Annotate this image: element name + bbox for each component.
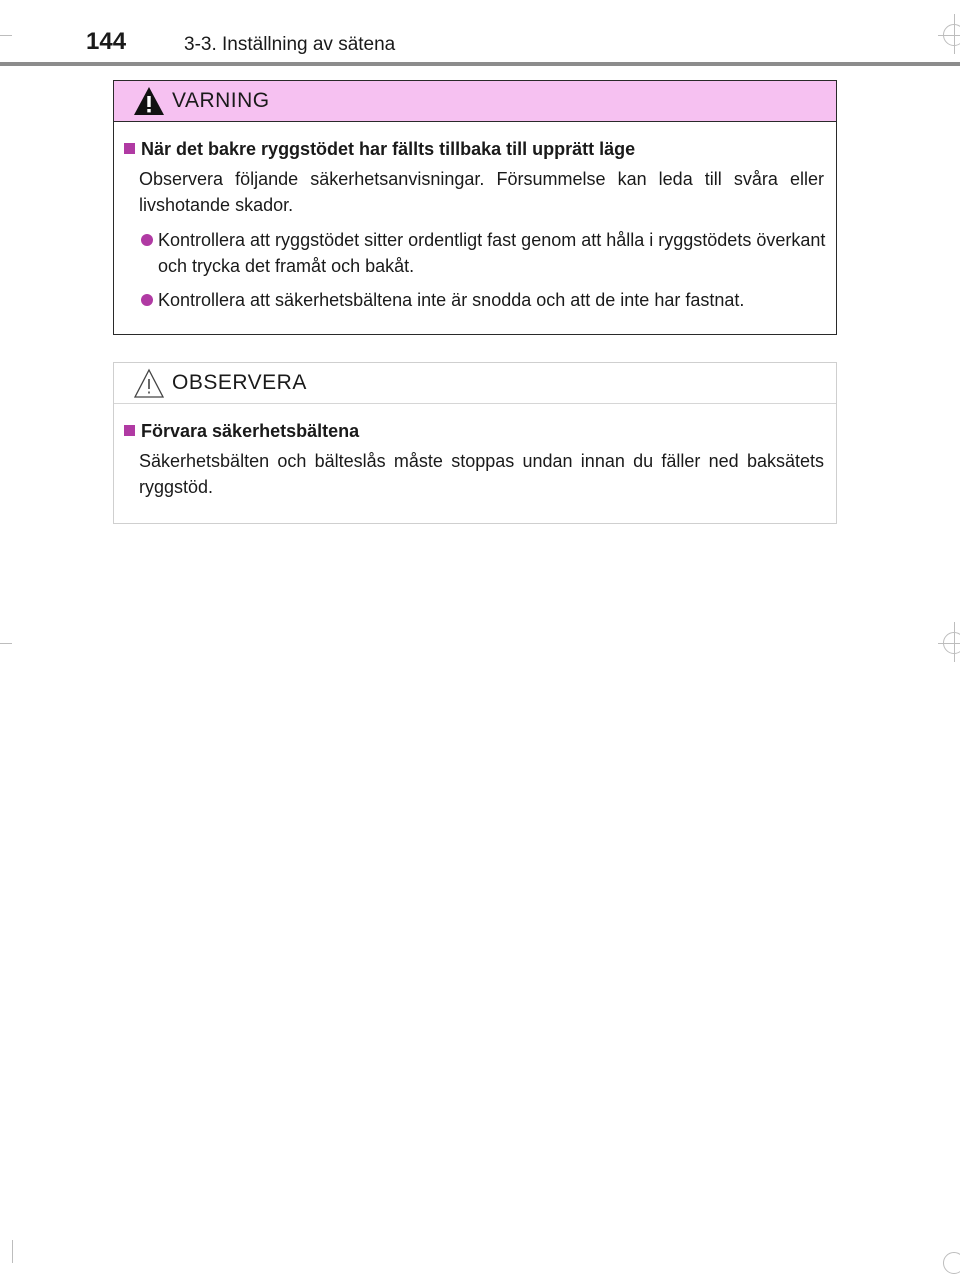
warning-bullet: Kontrollera att ryggstödet sitter ordentligt fast genom att hålla i ryggstödets överkant och trycka det framåt och bakåt. [139, 227, 831, 279]
notice-box [113, 362, 837, 524]
warning-heading: När det bakre ryggstödet har fällts tillbaka till upprätt läge [124, 139, 635, 160]
page-number: 144 [86, 28, 127, 55]
circle-bullet-icon [141, 234, 153, 246]
warning-box [113, 80, 837, 335]
warning-paragraph: Observera följande säkerhetsanvisningar. Försummelse kan leda till svåra eller livshotande skador. [139, 169, 824, 215]
square-bullet-icon [124, 143, 135, 154]
notice-paragraph: Säkerhetsbälten och bälteslås måste stoppas undan innan du fäller ned baksätets ryggstöd. [139, 451, 824, 497]
caution-triangle-icon [132, 367, 166, 399]
warning-triangle-icon [132, 85, 166, 117]
header-rule [0, 62, 960, 66]
warning-header [114, 81, 836, 122]
square-bullet-icon [124, 425, 135, 436]
warning-label: VARNING [172, 89, 270, 112]
notice-label: OBSERVERA [172, 371, 307, 394]
circle-bullet-icon [141, 294, 153, 306]
notice-header [114, 363, 836, 404]
page-header [0, 22, 960, 66]
warning-bullet: Kontrollera att säkerhetsbältena inte är snodda och att de inte har fastnat. [139, 287, 831, 313]
section-title: 3-3. Inställning av sätena [184, 34, 396, 55]
notice-heading: Förvara säkerhetsbältena [124, 421, 359, 442]
